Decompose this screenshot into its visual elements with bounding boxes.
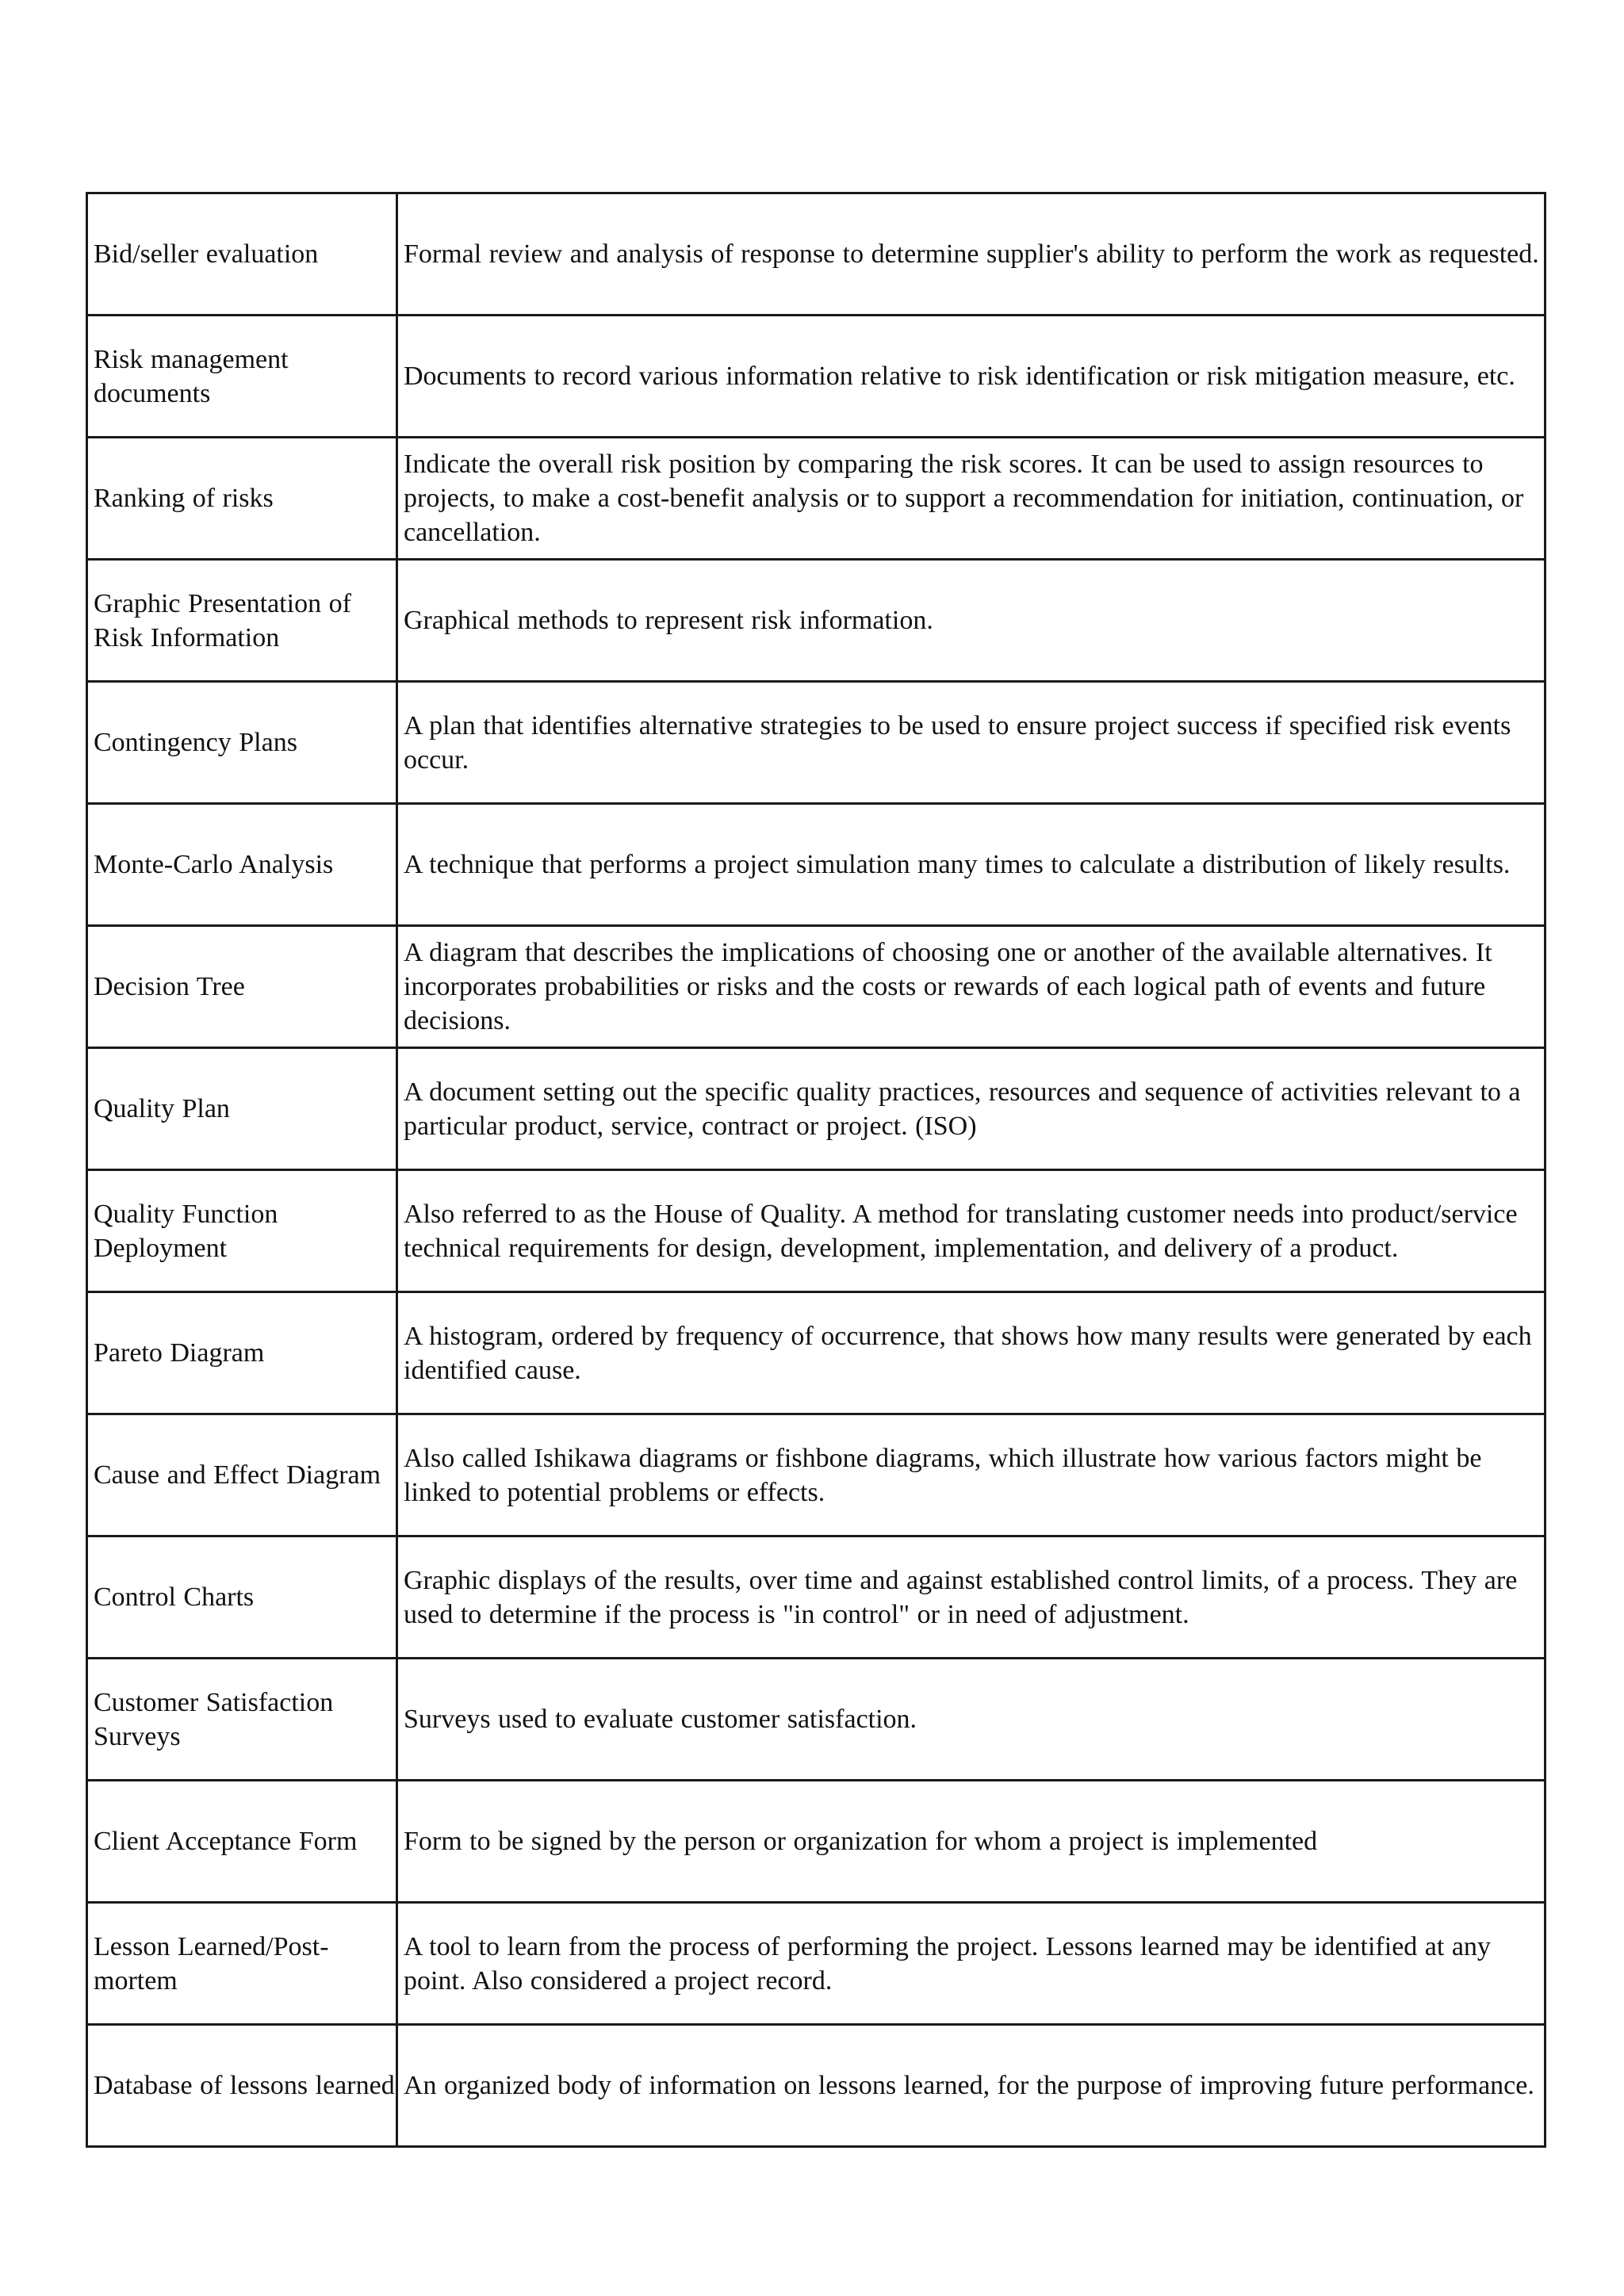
term-cell: Decision Tree: [87, 926, 397, 1048]
term-cell: Customer Satisfaction Surveys: [87, 1659, 397, 1781]
term-cell: Contingency Plans: [87, 682, 397, 804]
definition-cell: A histogram, ordered by frequency of occurrence, that shows how many results were generated by each identified cause.: [397, 1292, 1545, 1414]
table-row: [87, 2025, 1545, 2147]
definition-cell: Also referred to as the House of Quality. A method for translating customer needs into product/service technical requirements for design, development, implementation, and delivery of a product.: [397, 1170, 1545, 1292]
term-cell: Cause and Effect Diagram: [87, 1414, 397, 1536]
definition-cell: An organized body of information on lessons learned, for the purpose of improving future performance.: [397, 2025, 1545, 2147]
definition-cell: Surveys used to evaluate customer satisfaction.: [397, 1659, 1545, 1781]
definition-cell: Graphical methods to represent risk information.: [397, 560, 1545, 682]
term-cell: Control Charts: [87, 1536, 397, 1659]
definition-cell: Documents to record various information relative to risk identification or risk mitigation measure, etc.: [397, 316, 1545, 438]
definition-cell: A technique that performs a project simulation many times to calculate a distribution of likely results.: [397, 804, 1545, 926]
definition-cell: A document setting out the specific quality practices, resources and sequence of activities relevant to a particular product, service, contract or project. (ISO): [397, 1048, 1545, 1170]
term-cell: Graphic Presentation of Risk Information: [87, 560, 397, 682]
term-cell: Quality Function Deployment: [87, 1170, 397, 1292]
term-cell: Ranking of risks: [87, 438, 397, 560]
table-row: [87, 682, 1545, 804]
table-row: [87, 560, 1545, 682]
term-cell: Database of lessons learned: [87, 2025, 397, 2147]
term-cell: Risk management documents: [87, 316, 397, 438]
glossary-table-body: [87, 193, 1545, 2147]
term-cell: Client Acceptance Form: [87, 1781, 397, 1903]
table-row: [87, 1048, 1545, 1170]
table-row: [87, 1781, 1545, 1903]
table-row: [87, 804, 1545, 926]
table-row: [87, 1536, 1545, 1659]
table-row: [87, 193, 1545, 316]
table-row: [87, 1659, 1545, 1781]
definition-cell: A tool to learn from the process of performing the project. Lessons learned may be identified at any point. Also considered a project record.: [397, 1903, 1545, 2025]
term-cell: Lesson Learned/Post-mortem: [87, 1903, 397, 2025]
table-row: [87, 1414, 1545, 1536]
definition-cell: A plan that identifies alternative strategies to be used to ensure project success if specified risk events occur.: [397, 682, 1545, 804]
table-row: [87, 1903, 1545, 2025]
definition-cell: A diagram that describes the implications of choosing one or another of the available alternatives. It incorporates probabilities or risks and the costs or rewards of each logical path of events and future decisions.: [397, 926, 1545, 1048]
definition-cell: Also called Ishikawa diagrams or fishbone diagrams, which illustrate how various factors might be linked to potential problems or effects.: [397, 1414, 1545, 1536]
term-cell: Pareto Diagram: [87, 1292, 397, 1414]
table-row: [87, 316, 1545, 438]
definition-cell: Form to be signed by the person or organization for whom a project is implemented: [397, 1781, 1545, 1903]
definition-cell: Formal review and analysis of response to determine supplier's ability to perform the work as requested.: [397, 193, 1545, 316]
term-cell: Monte-Carlo Analysis: [87, 804, 397, 926]
definition-cell: Indicate the overall risk position by comparing the risk scores. It can be used to assign resources to projects, to make a cost-benefit analysis or to support a recommendation for initiation, continuation, or cancellation.: [397, 438, 1545, 560]
definition-cell: Graphic displays of the results, over time and against established control limits, of a process. They are used to determine if the process is "in control" or in need of adjustment.: [397, 1536, 1545, 1659]
table-row: [87, 1170, 1545, 1292]
table-row: [87, 1292, 1545, 1414]
table-row: [87, 926, 1545, 1048]
glossary-table: [86, 192, 1546, 2148]
term-cell: Bid/seller evaluation: [87, 193, 397, 316]
term-cell: Quality Plan: [87, 1048, 397, 1170]
table-row: [87, 438, 1545, 560]
